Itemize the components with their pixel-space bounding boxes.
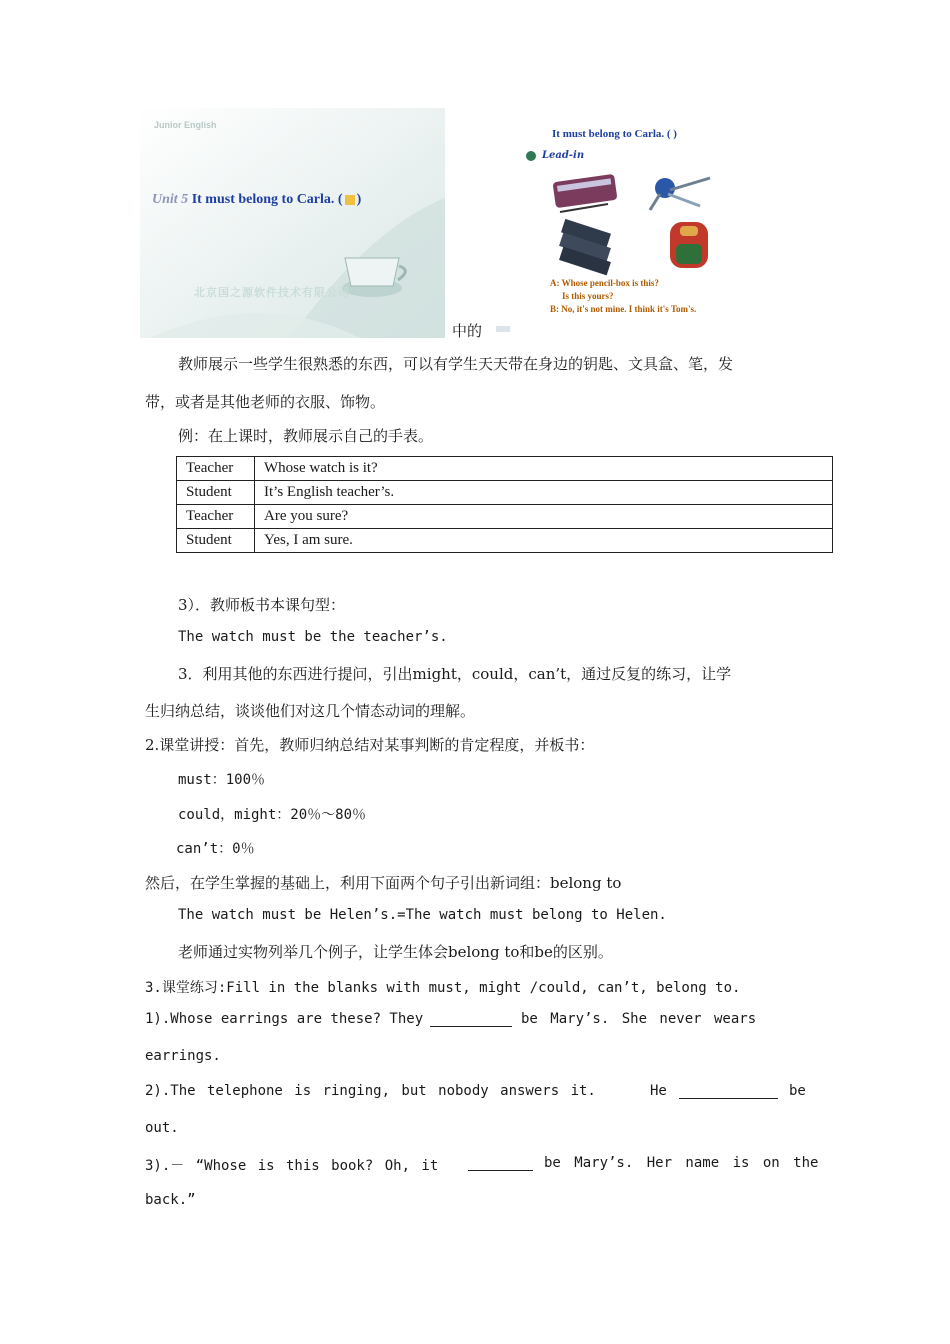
table-row — [177, 529, 833, 553]
slide-highlight-box — [345, 195, 355, 205]
line-cell: Yes, I am sure. — [255, 529, 833, 553]
slide-unit-number: Unit 5 — [152, 192, 189, 207]
books-image — [559, 219, 611, 275]
lecture-diff: 老师通过实物列举几个例子，让学生体会belong to和be的区别。 — [178, 943, 613, 961]
right-slide-dialog-line-1: A: Whose pencil-box is this? — [550, 278, 659, 288]
certainty-cant: can’t：0％ — [176, 841, 255, 857]
question-3-part-b: be Mary’s. Her name is on the — [544, 1155, 819, 1171]
lecture-heading: 2.课堂讲授：首先，教师归纳总结对某事判断的肯定程度，并板书： — [145, 736, 595, 754]
line-cell: Are you sure? — [255, 505, 833, 529]
slide-thumbnail-left — [140, 108, 445, 338]
question-1-part-a: 1).Whose earrings are these? They — [145, 1011, 424, 1027]
dialog-table — [176, 456, 833, 553]
right-slide-dialog-line-2: Is this yours? — [562, 291, 614, 301]
right-slide-dialog-line-3: B: No, it's not mine. I think it's Tom's. — [550, 304, 697, 314]
step3-line-1: 3．利用其他的东西进行提问，引出might，could，can’t，通过反复的练习，让学 — [178, 665, 732, 683]
question-1-part-c: earrings. — [145, 1048, 221, 1064]
speaker-cell: Student — [177, 481, 255, 505]
answer-blank-2[interactable] — [679, 1084, 778, 1099]
question-2-part-c: be — [789, 1083, 806, 1099]
answer-blank-3[interactable] — [468, 1156, 533, 1171]
step3-line-2: 生归纳总结，谈谈他们对这几个情态动词的理解。 — [145, 702, 476, 720]
backpack-image — [670, 222, 708, 268]
slide-left-graphic — [140, 108, 445, 338]
slide-unit-name: It must belong to Carla. ( — [191, 192, 343, 207]
practice-heading: 3.课堂练习:Fill in the blanks with must, might /could, can’t, belong to. — [145, 980, 741, 996]
question-2-part-a: 2).The telephone is ringing, but nobody answers it. — [145, 1083, 596, 1099]
example-line: 例：在上课时，教师展示自己的手表。 — [178, 427, 434, 445]
question-3-part-c: back.” — [145, 1192, 196, 1208]
certainty-could: could，might：20％～80％ — [178, 807, 367, 823]
certainty-must: must：100％ — [178, 772, 266, 788]
slide-unit-title — [152, 192, 361, 208]
slide-thumbnail-right — [520, 118, 773, 333]
table-row — [177, 457, 833, 481]
lecture-then: 然后，在学生掌握的基础上，利用下面两个句子引出新词组：belong to — [145, 874, 622, 892]
right-slide-title: It must belong to Carla. ( ) — [552, 128, 677, 140]
paragraph-1-line-2: 带，或者是其他老师的衣服、饰物。 — [145, 393, 386, 411]
lead-in-label: Lead-in — [542, 150, 585, 161]
pencil-box-image — [552, 174, 617, 212]
caption-thumbnail-icon — [496, 326, 510, 332]
question-2-part-d: out. — [145, 1120, 179, 1136]
paragraph-1-line-1: 教师展示一些学生很熟悉的东西，可以有学生天天带在身边的钥匙、文具盒、笔，发 — [178, 355, 734, 373]
question-3-part-a: 3).－ “Whose is this book? Oh, it — [145, 1158, 439, 1174]
board-heading: 3）．教师板书本课句型： — [178, 596, 346, 614]
line-cell: Whose watch is it? — [255, 457, 833, 481]
line-cell: It’s English teacher’s. — [255, 481, 833, 505]
right-slide-images — [520, 118, 773, 333]
slide-company-name: 北京国之源软件技术有限公司 — [194, 286, 350, 299]
table-row — [177, 505, 833, 529]
slide-series-label: Junior English — [154, 120, 217, 130]
table-row — [177, 481, 833, 505]
keys-image — [650, 178, 710, 210]
speaker-cell: Teacher — [177, 505, 255, 529]
speaker-cell: Student — [177, 529, 255, 553]
answer-blank-1[interactable] — [430, 1012, 512, 1027]
speaker-cell: Teacher — [177, 457, 255, 481]
question-2-part-b: He — [650, 1083, 667, 1099]
question-1-part-b: be Mary’s. She never wears — [521, 1011, 757, 1027]
caption-text: 中的 — [452, 322, 483, 340]
lecture-example: The watch must be Helen’s.=The watch must belong to Helen. — [178, 907, 667, 923]
slide-unit-paren: ) — [356, 192, 362, 207]
board-sentence: The watch must be the teacher’s. — [178, 629, 448, 645]
